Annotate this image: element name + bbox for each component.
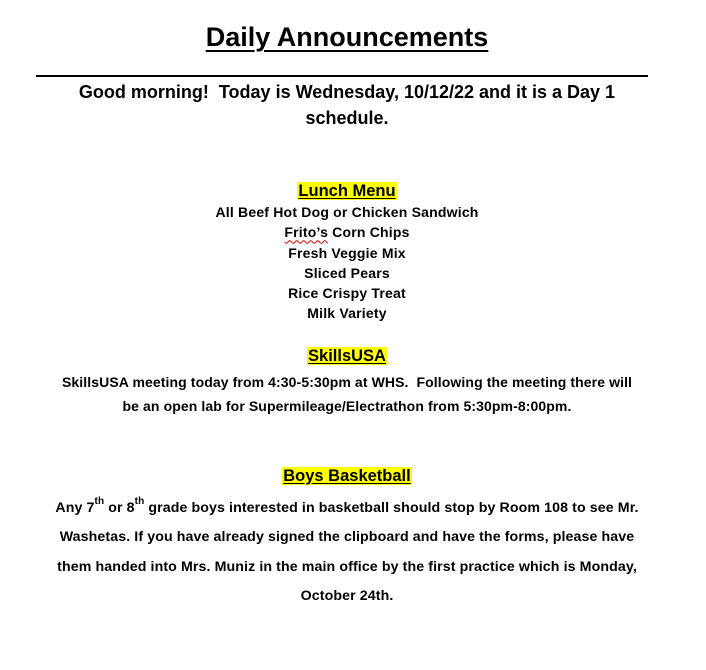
basketball-line-3: them handed into Mrs. Muniz in the main office by the first practice which is Monday, bbox=[57, 558, 637, 575]
list-item-text: Corn Chips bbox=[332, 224, 410, 241]
skillsusa-heading bbox=[0, 345, 694, 367]
skillsusa-paragraph bbox=[30, 370, 664, 418]
skillsusa-line-2: be an open lab for Supermileage/Electrathon from 5:30pm-8:00pm. bbox=[122, 398, 572, 414]
basketball-text: Any 7 bbox=[55, 500, 95, 516]
page-title: Daily Announcements bbox=[205, 22, 489, 52]
list-item: Sliced Pears bbox=[304, 264, 390, 281]
basketball-text: grade boys interested in basketball should stop by Room 108 to see Mr. bbox=[144, 500, 639, 516]
lunch-menu-heading-label: Lunch Menu bbox=[298, 182, 396, 200]
skillsusa-heading-label: SkillsUSA bbox=[308, 347, 386, 365]
list-item: Rice Crispy Treat bbox=[288, 285, 406, 302]
list-item: Milk Variety bbox=[307, 305, 387, 322]
greeting-line-2: schedule. bbox=[305, 108, 389, 128]
list-item bbox=[0, 222, 694, 242]
basketball-line-1 bbox=[30, 494, 664, 523]
ordinal-suffix: th bbox=[94, 496, 105, 507]
basketball-paragraph bbox=[30, 494, 664, 611]
greeting-text bbox=[60, 79, 634, 131]
list-item: All Beef Hot Dog or Chicken Sandwich bbox=[215, 204, 479, 220]
ordinal-suffix: th bbox=[134, 496, 145, 507]
lunch-menu-list bbox=[0, 202, 694, 324]
misspelled-word: Frito’s bbox=[284, 224, 329, 241]
skillsusa-line-1: SkillsUSA meeting today from 4:30-5:30pm at WHS. Following the meeting there will bbox=[61, 374, 633, 390]
divider-line bbox=[36, 75, 648, 77]
lunch-menu-heading bbox=[0, 180, 694, 202]
greeting-line-1: Good morning! Today is Wednesday, 10/12/22 and it is a Day 1 bbox=[78, 82, 616, 102]
basketball-line-4: October 24th. bbox=[300, 587, 394, 604]
basketball-text: or 8 bbox=[104, 500, 135, 516]
boys-basketball-heading-label: Boys Basketball bbox=[283, 467, 411, 485]
basketball-line-2: Washetas. If you have already signed the clipboard and have the forms, please have bbox=[59, 529, 635, 546]
list-item: Fresh Veggie Mix bbox=[288, 244, 406, 261]
boys-basketball-heading bbox=[0, 465, 694, 487]
